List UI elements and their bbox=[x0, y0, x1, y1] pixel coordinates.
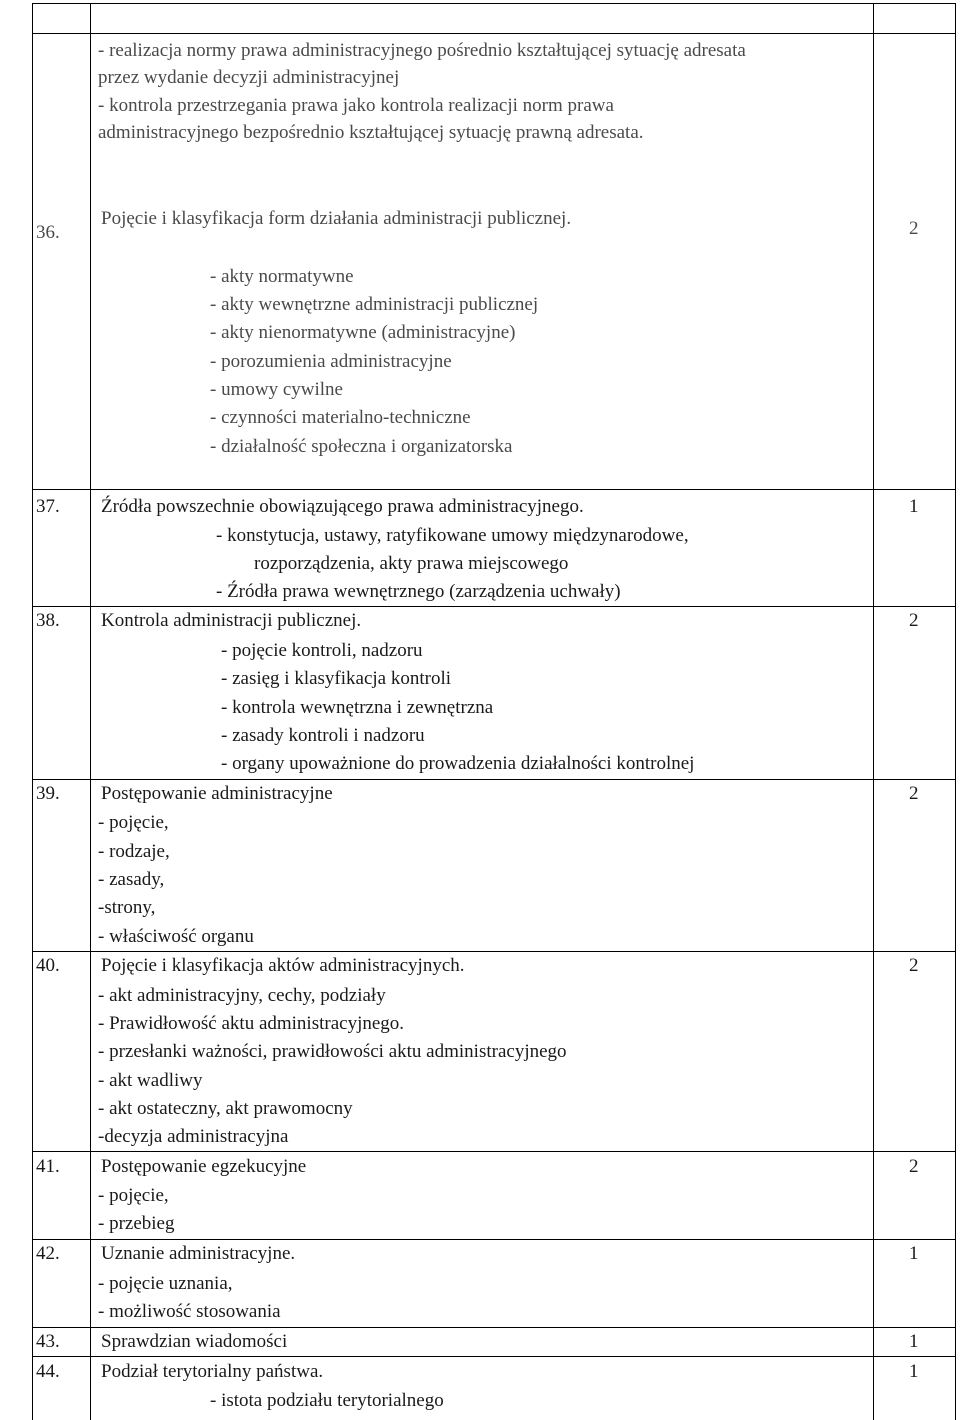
row-separator bbox=[32, 1151, 956, 1152]
intro-line: - kontrola przestrzegania prawa jako kontrola realizacji norm prawa bbox=[98, 95, 614, 116]
intro-line: administracyjnego bezpośrednio kształtującej sytuację prawną adresata. bbox=[98, 122, 644, 143]
row-number: 41. bbox=[36, 1156, 60, 1177]
row-item: - właściwość organu bbox=[98, 926, 254, 947]
row-item: - czynności materialno-techniczne bbox=[210, 407, 471, 428]
table-border-left bbox=[32, 3, 33, 1420]
row-separator bbox=[32, 951, 956, 952]
row-hours: 2 bbox=[909, 1156, 919, 1177]
row-hours: 2 bbox=[909, 783, 919, 804]
row-title: Źródła powszechnie obowiązującego prawa administracyjnego. bbox=[101, 496, 584, 517]
row-title: Sprawdzian wiadomości bbox=[101, 1331, 288, 1352]
row-hours: 1 bbox=[909, 1331, 919, 1352]
row-item: - pojęcie uznania, bbox=[98, 1273, 233, 1294]
row-item: - akt wadliwy bbox=[98, 1070, 203, 1091]
row-hours: 2 bbox=[909, 218, 919, 239]
row-hours: 1 bbox=[909, 1243, 919, 1264]
table-border-right bbox=[955, 3, 956, 1420]
row-number: 36. bbox=[36, 222, 60, 243]
row-number: 44. bbox=[36, 1361, 60, 1382]
row-item: - akty normatywne bbox=[210, 266, 354, 287]
row-title: Postępowanie egzekucyjne bbox=[101, 1156, 307, 1177]
row-title: Uznanie administracyjne. bbox=[101, 1243, 296, 1264]
row-title: Kontrola administracji publicznej. bbox=[101, 610, 362, 631]
row-item: - możliwość stosowania bbox=[98, 1301, 281, 1322]
row-item: - organy upoważnione do prowadzenia działalności kontrolnej bbox=[221, 753, 695, 774]
row-item: - pojęcie, bbox=[98, 1185, 169, 1206]
intro-line: - realizacja normy prawa administracyjnego pośrednio kształtującej sytuację adresata bbox=[98, 40, 746, 61]
row-item: - akt administracyjny, cechy, podziały bbox=[98, 985, 386, 1006]
intro-line: przez wydanie decyzji administracyjnej bbox=[98, 67, 400, 88]
row-item: - zasady kontroli i nadzoru bbox=[221, 725, 425, 746]
row-item: - działalność społeczna i organizatorska bbox=[210, 436, 513, 457]
row-item: rozporządzenia, akty prawa miejscowego bbox=[254, 553, 569, 574]
row-hours: 2 bbox=[909, 955, 919, 976]
row-hours: 1 bbox=[909, 496, 919, 517]
row-separator bbox=[32, 489, 956, 490]
row-number: 39. bbox=[36, 783, 60, 804]
row-number: 37. bbox=[36, 496, 60, 517]
row-item: - kontrola wewnętrzna i zewnętrzna bbox=[221, 697, 494, 718]
row-item: - Prawidłowość aktu administracyjnego. bbox=[98, 1013, 405, 1034]
row-item: - akty nienormatywne (administracyjne) bbox=[210, 322, 516, 343]
row-item: -strony, bbox=[98, 897, 156, 918]
table-divider-num bbox=[90, 3, 91, 1420]
table-divider-hours bbox=[873, 3, 874, 1420]
row-item: - akt ostateczny, akt prawomocny bbox=[98, 1098, 353, 1119]
row-separator bbox=[32, 606, 956, 607]
row-item: - zasięg i klasyfikacja kontroli bbox=[221, 668, 452, 689]
row-number: 42. bbox=[36, 1243, 60, 1264]
row-number: 38. bbox=[36, 610, 60, 631]
row-separator bbox=[32, 779, 956, 780]
row-item: -decyzja administracyjna bbox=[98, 1126, 289, 1147]
table-border-top bbox=[32, 3, 956, 4]
row-item: - istota podziału terytorialnego bbox=[210, 1390, 444, 1411]
row-item: - pojęcie, bbox=[98, 812, 169, 833]
row-item: - konstytucja, ustawy, ratyfikowane umowy międzynarodowe, bbox=[216, 525, 689, 546]
row-title: Pojęcie i klasyfikacja aktów administracyjnych. bbox=[101, 955, 465, 976]
row-title: Postępowanie administracyjne bbox=[101, 783, 333, 804]
row-item: - akty wewnętrzne administracji publicznej bbox=[210, 294, 539, 315]
row-item: - porozumienia administracyjne bbox=[210, 351, 452, 372]
row-separator bbox=[32, 1327, 956, 1328]
row-hours: 1 bbox=[909, 1361, 919, 1382]
row-separator bbox=[32, 1239, 956, 1240]
row-item: - przesłanki ważności, prawidłowości aktu administracyjnego bbox=[98, 1041, 567, 1062]
row-number: 43. bbox=[36, 1331, 60, 1352]
row-title: Podział terytorialny państwa. bbox=[101, 1361, 324, 1382]
row-item: - pojęcie kontroli, nadzoru bbox=[221, 640, 423, 661]
row-hours: 2 bbox=[909, 610, 919, 631]
row-item: - rodzaje, bbox=[98, 841, 170, 862]
row-item: - umowy cywilne bbox=[210, 379, 343, 400]
row-separator bbox=[32, 1356, 956, 1357]
row-item: - Źródła prawa wewnętrznego (zarządzenia uchwały) bbox=[216, 581, 621, 602]
row-item: - zasady, bbox=[98, 869, 165, 890]
row-separator bbox=[32, 33, 956, 34]
row-item: - przebieg bbox=[98, 1213, 175, 1234]
row-title: Pojęcie i klasyfikacja form działania administracji publicznej. bbox=[101, 208, 572, 229]
row-number: 40. bbox=[36, 955, 60, 976]
